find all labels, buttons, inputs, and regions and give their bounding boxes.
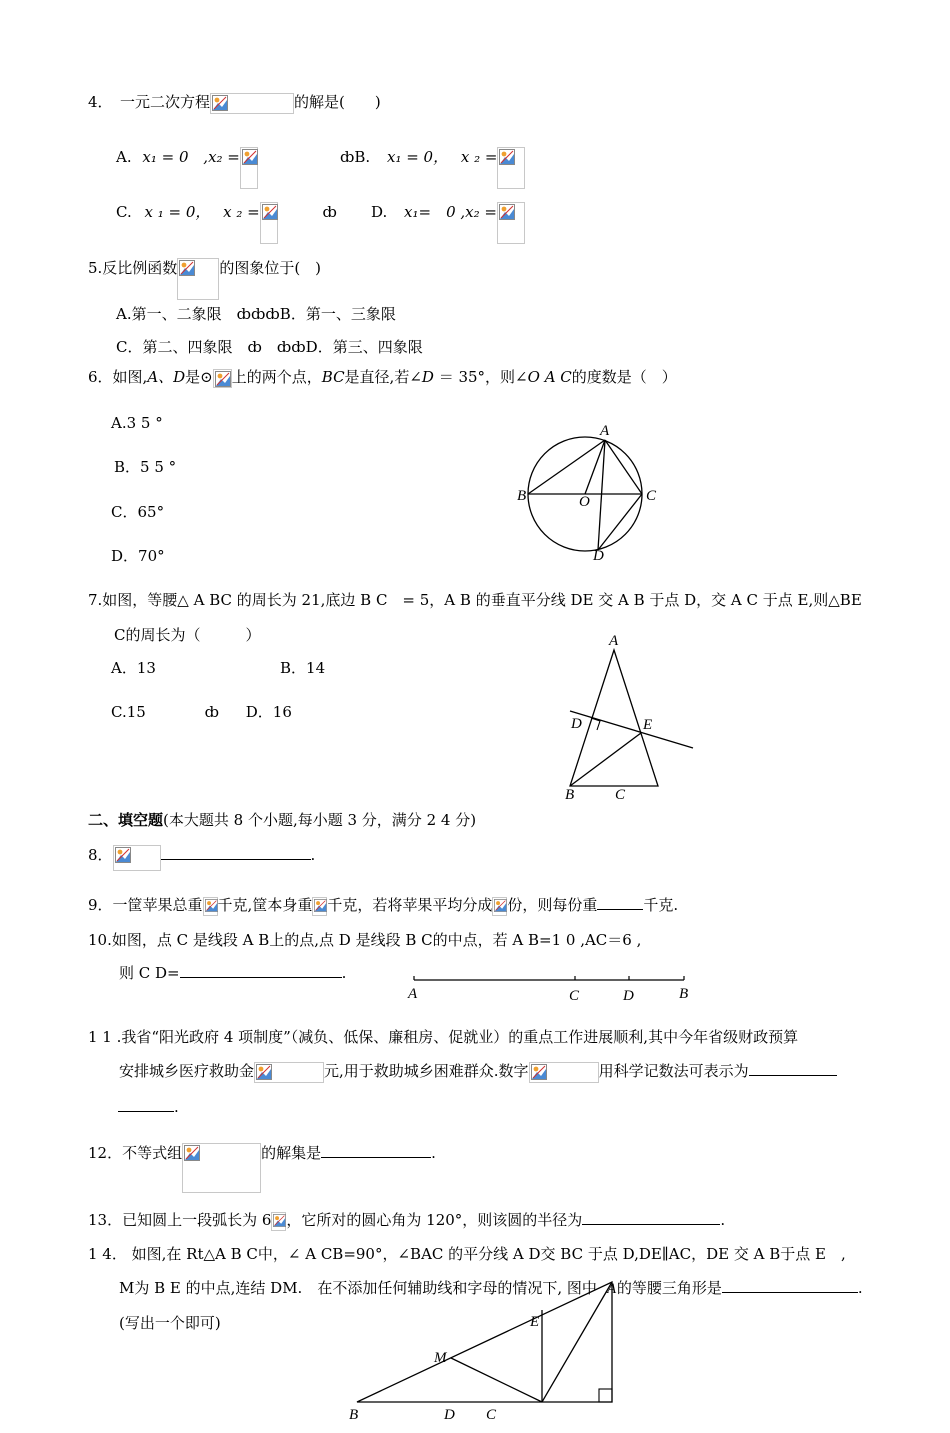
q5-stem: 5.反比例函数 — [88, 259, 178, 277]
number-image — [529, 1062, 599, 1083]
label-a: A — [609, 633, 619, 649]
label-d: D — [571, 716, 582, 732]
broken-image-icon — [205, 899, 218, 912]
q14-text-b: 的等腰三角形是 — [616, 1279, 722, 1297]
q9-text-d: 份，则每份重 — [507, 896, 598, 914]
label-c: C — [646, 488, 657, 504]
answer-blank-continued[interactable] — [118, 1097, 174, 1112]
q11-text-a: 安排城乡医疗救助金 — [119, 1062, 255, 1080]
q4-separator: ȸ — [322, 203, 337, 221]
label-m: M — [434, 1350, 447, 1366]
label-a: A — [408, 986, 418, 1002]
triangle-abc — [357, 1282, 612, 1402]
q13-text-a: 13．已知圆上一段弧长为 6 — [88, 1211, 272, 1229]
q6-option-a: A.3 5 ° — [111, 414, 163, 432]
q4-option-a-x1: x₁ = 0 — [142, 148, 189, 166]
q4-option-b-label: ȸB. — [340, 148, 371, 166]
label-a: A — [607, 1281, 617, 1297]
broken-image-icon — [499, 204, 515, 220]
q14-tail: . — [857, 1279, 863, 1297]
function-image — [177, 258, 219, 300]
broken-image-icon — [242, 149, 258, 165]
chord-dc — [598, 494, 642, 550]
triangle-figure — [560, 628, 700, 806]
broken-image-icon — [256, 1064, 272, 1080]
segment-figure — [405, 970, 695, 1004]
q9-text-b: 千克,筐本身重 — [217, 896, 313, 914]
q4-option-b-x1: x₁ = 0， — [386, 148, 449, 166]
q4-stem-tail: 的解是( ) — [294, 93, 381, 111]
label-e: E — [643, 717, 653, 733]
answer-blank[interactable] — [597, 895, 643, 910]
q12-tail: . — [431, 1144, 436, 1162]
label-a: A — [600, 423, 610, 439]
q7-stem-2: C的周长为（ ） — [114, 626, 261, 644]
label-c: C — [486, 1407, 497, 1423]
q8-tail: . — [310, 846, 316, 864]
answer-blank[interactable] — [161, 845, 311, 860]
q11-text-b: 元,用于救助城乡困难群众.数字 — [324, 1062, 529, 1080]
q14-text-a: M为 B E 的中点,连结 DM. 在不添加任何辅助线和字母的情况下, 图中 — [119, 1279, 597, 1297]
q4-option-a-x2: ,x₂ = — [203, 148, 240, 166]
q6-option-c: C．65° — [111, 503, 165, 521]
q4-option-b-x2: x ₂ = — [460, 148, 498, 166]
answer-image — [497, 147, 525, 189]
answer-blank[interactable] — [722, 1278, 858, 1293]
circle-figure — [505, 415, 675, 565]
label-d: D — [444, 1407, 455, 1423]
broken-image-icon — [273, 1214, 286, 1227]
q4-option-a-label: A. — [116, 148, 132, 166]
bisector-ad — [542, 1282, 612, 1402]
label-d: D — [593, 548, 604, 564]
answer-image — [260, 202, 278, 244]
equation-image — [210, 93, 294, 114]
section-title: 二、填空题 — [88, 811, 164, 829]
q6-stem-d: 上的两个点， — [231, 368, 322, 386]
q4-option-d-x1: x₁= 0 ,x₂ = — [404, 203, 497, 221]
segment-be — [570, 733, 641, 786]
broken-image-icon — [499, 149, 515, 165]
q9-text-c: 千克，若将苹果平均分成 — [327, 896, 493, 914]
answer-blank[interactable] — [180, 963, 342, 978]
q10-stem-2: 则 C D= — [119, 964, 180, 982]
q6-points: A、D — [147, 368, 186, 386]
answer-image — [497, 202, 525, 244]
q5-options-cd: C．第二、四象限 ȸ ȸȸD．第三、四象限 — [116, 338, 423, 356]
q6-option-d: D．70° — [111, 547, 165, 565]
broken-image-icon — [494, 899, 507, 912]
q13-text-b: ，它所对的圆心角为 120°，则该圆的半径为 — [286, 1211, 583, 1229]
q7-option-d: D．16 — [245, 703, 292, 721]
q6-stem: 6．如图, — [88, 368, 148, 386]
q6-stem-h: ＝ 35°，则∠ — [433, 368, 528, 386]
broken-image-icon — [215, 371, 231, 387]
broken-image-icon — [184, 1145, 200, 1161]
answer-blank[interactable] — [321, 1143, 431, 1158]
q9-text-e: 千克. — [643, 896, 679, 914]
value-image — [203, 897, 218, 916]
label-o: O — [579, 494, 590, 510]
chord-ac — [605, 440, 642, 494]
value-image — [492, 897, 507, 916]
section-description: (本大题共 8 个小题,每小题 3 分，满分 2 4 分) — [163, 811, 477, 829]
q8-number: 8． — [88, 846, 113, 864]
answer-blank[interactable] — [582, 1210, 720, 1225]
answer-blank[interactable] — [749, 1061, 837, 1076]
expression-image — [113, 845, 161, 871]
q6-stem-c: 是⊙ — [185, 368, 213, 386]
q14-stem: 1 4． 如图,在 Rt△A B C中，∠ A CB=90°，∠BAC 的平分线 A D交 BC 于点 D,DE∥AC，DE 交 A B于点 E , — [88, 1245, 846, 1263]
q7-option-c: C.15 — [111, 703, 146, 721]
label-c: C — [615, 787, 626, 803]
broken-image-icon — [531, 1064, 547, 1080]
chord-ba — [528, 440, 605, 494]
q4-option-c-x2: x ₂ = — [223, 203, 260, 221]
q11-tail: . — [174, 1098, 179, 1116]
q9-text-a: 9．一筐苹果总重 — [88, 896, 203, 914]
q7-separator: ȸ — [204, 703, 219, 721]
q4-option-d-label: D. — [371, 203, 388, 221]
q4-stem: 4． 一元二次方程 — [88, 93, 211, 111]
q12-text-b: 的解集是 — [261, 1144, 322, 1162]
q6-angle-oac: O A C — [527, 368, 572, 386]
q10-tail: . — [341, 964, 347, 982]
q6-stem-f: 是直径,若∠ — [344, 368, 422, 386]
right-angle-mark — [599, 1389, 612, 1402]
inequality-system-image — [182, 1143, 261, 1193]
label-e: E — [530, 1314, 540, 1330]
q4-option-c-label: C. — [116, 203, 132, 221]
broken-image-icon — [212, 95, 228, 111]
answer-image — [240, 147, 258, 189]
q11-text-c: 用科学记数法可表示为 — [598, 1062, 749, 1080]
q6-stem-tail: 的度数是（ ） — [571, 368, 677, 386]
q4-option-c-x1: x ₁ = 0， — [144, 203, 211, 221]
label-b: B — [349, 1407, 359, 1423]
number-image — [254, 1062, 324, 1083]
broken-image-icon — [179, 260, 195, 276]
q7-option-a: A．13 — [111, 659, 156, 677]
q6-angle-d: D — [421, 368, 434, 386]
q5-options-ab: A.第一、二象限 ȸȸȸB．第一、三象限 — [116, 305, 396, 323]
label-b: B — [565, 787, 575, 803]
q12-text-a: 12．不等式组 — [88, 1144, 183, 1162]
q14-note: (写出一个即可) — [119, 1314, 221, 1332]
q7-option-b: B．14 — [280, 659, 326, 677]
label-c: C — [569, 988, 580, 1004]
q7-stem: 7.如图，等腰△ A BC 的周长为 21,底边 B C = 5，A B 的垂直平分线 DE 交 A B 于点 D，交 A C 于点 E,则△BE — [88, 591, 862, 609]
label-b: B — [517, 488, 527, 504]
segment-dm — [451, 1358, 542, 1402]
q10-stem: 10.如图，点 C 是线段 A B上的点,点 D 是线段 B C的中点，若 A B=1 0 ,AC＝6 , — [88, 931, 642, 949]
label-b: B — [679, 986, 689, 1002]
q6-diameter: BC — [321, 368, 345, 386]
pi-image — [271, 1212, 286, 1231]
q13-tail: . — [720, 1211, 726, 1229]
label-d: D — [623, 988, 634, 1004]
broken-image-icon — [262, 204, 278, 220]
circle-symbol-image — [213, 369, 232, 388]
q6-option-b: B．5 5 ° — [114, 458, 177, 476]
q5-stem-tail: 的图象位于( ) — [219, 259, 322, 277]
right-triangle-figure — [345, 1270, 635, 1428]
broken-image-icon — [314, 899, 327, 912]
value-image — [312, 897, 327, 916]
q11-stem: 1 1 .我省“阳光政府 4 项制度”（减负、低保、廉租房、促就业）的重点工作进展顺利,其中今年省级财政预算 — [88, 1028, 799, 1046]
broken-image-icon — [115, 847, 131, 863]
